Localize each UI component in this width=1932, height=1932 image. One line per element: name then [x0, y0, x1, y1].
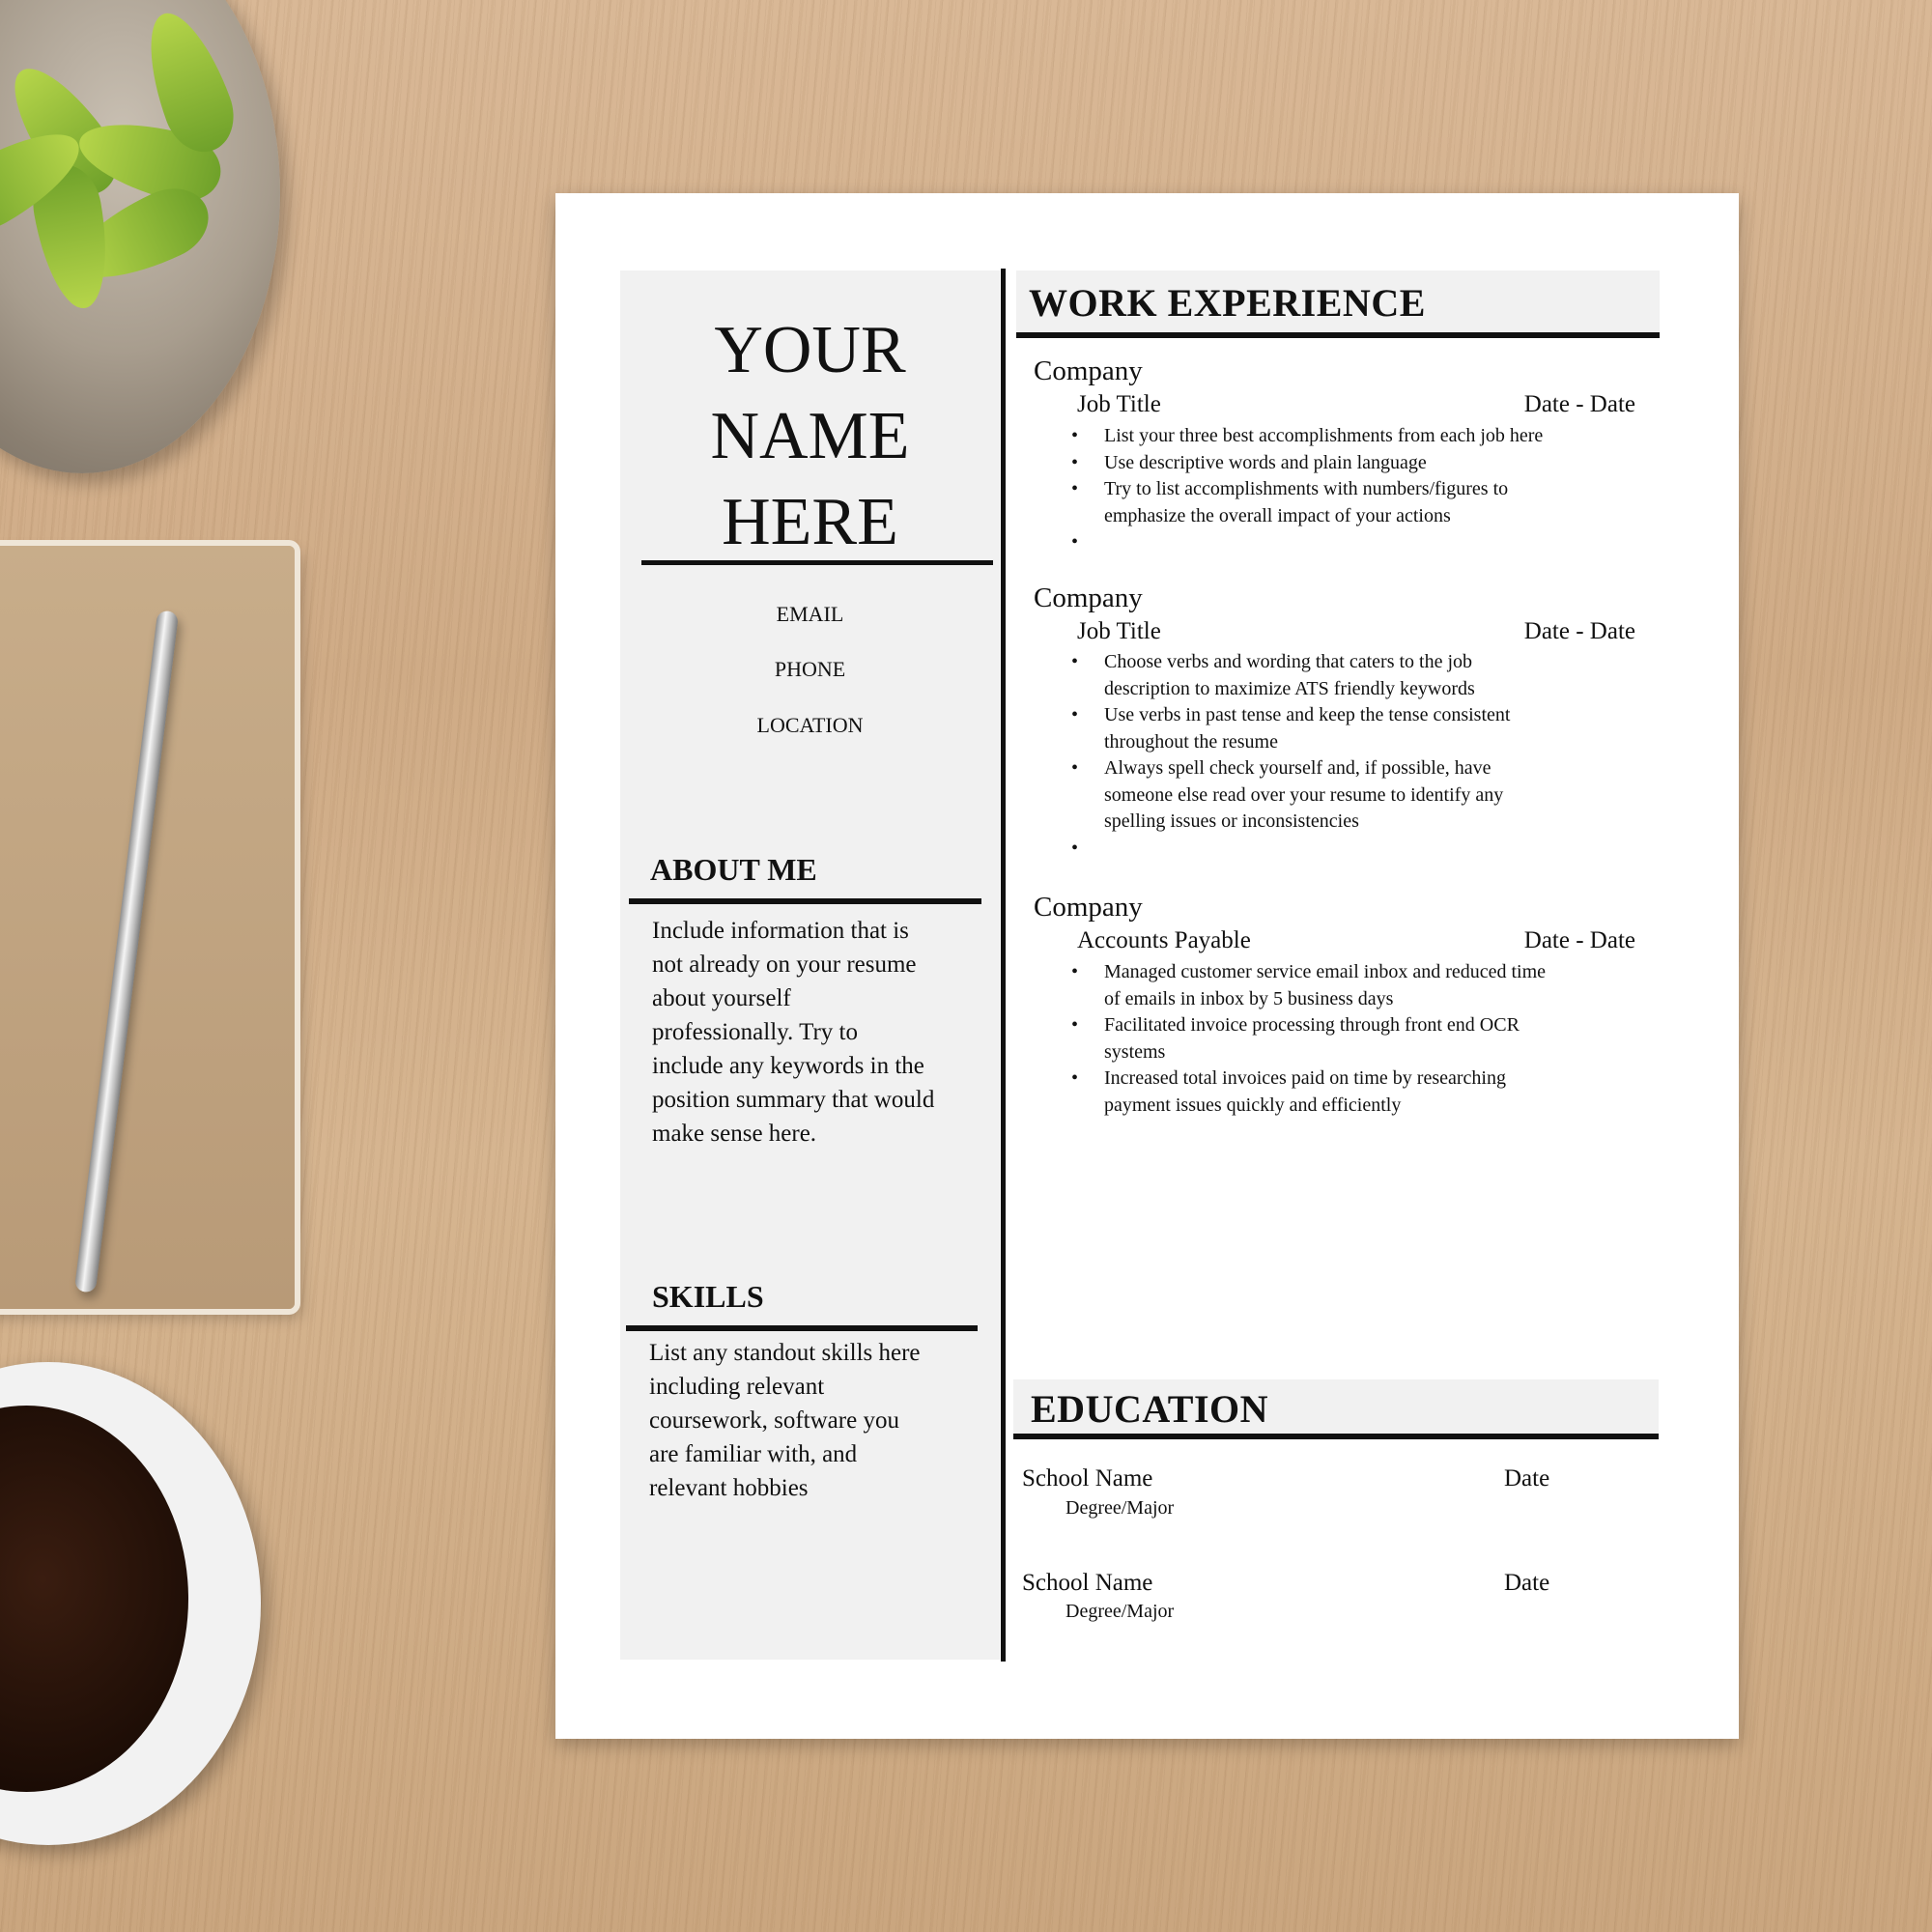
school-name: School Name — [1022, 1465, 1153, 1492]
resume-page — [555, 193, 1739, 1739]
school-name: School Name — [1022, 1570, 1153, 1596]
about-line: make sense here. — [652, 1121, 817, 1147]
job-bullet: • Try to list accomplishments with numbers/figures to emphasize the overall impact of your actions — [1104, 476, 1655, 529]
name-divider — [641, 560, 993, 565]
job-bullet: • List your three best accomplishments from each job here — [1104, 423, 1655, 450]
job-title: Job Title — [1077, 391, 1161, 417]
job-date: Date - Date — [1523, 391, 1635, 417]
job-bullet: • Facilitated invoice processing through front end OCR systems — [1104, 1012, 1655, 1065]
job-company: Company — [1034, 355, 1143, 386]
job-bullet: • Increased total invoices paid on time by researching payment issues quickly and efficiently — [1104, 1065, 1655, 1119]
school-degree: Degree/Major — [1065, 1601, 1175, 1622]
job-bullet: • Managed customer service email inbox and reduced time of emails in inbox by 5 business days — [1104, 959, 1655, 1012]
about-line: about yourself — [652, 985, 791, 1011]
about-line: not already on your resume — [652, 952, 917, 978]
skills-line: are familiar with, and — [649, 1441, 858, 1467]
skills-text — [649, 1336, 921, 1505]
job-bullet — [1104, 529, 1655, 556]
resume-name — [620, 307, 1000, 565]
contact-phone: PHONE — [774, 657, 846, 681]
contact-location: LOCATION — [756, 713, 864, 737]
job-title: Accounts Payable — [1077, 927, 1251, 953]
skills-line: relevant hobbies — [649, 1475, 809, 1501]
about-heading: ABOUT ME — [650, 852, 817, 887]
job-bullet: • Choose verbs and wording that caters to the job description to maximize ATS friendly keywords — [1104, 649, 1655, 702]
job-bullet: • Always spell check yourself and, if possible, have someone else read over your resume to identify any spelling issues or inconsistencies — [1104, 755, 1655, 836]
notebook-photo — [0, 546, 295, 1309]
education-divider — [1013, 1434, 1659, 1439]
job-bullets — [1104, 959, 1655, 1119]
skills-divider — [626, 1325, 978, 1331]
school-degree: Degree/Major — [1065, 1497, 1175, 1519]
about-line: include any keywords in the — [652, 1053, 924, 1079]
contact-email: EMAIL — [776, 602, 844, 626]
skills-line: List any standout skills here — [649, 1340, 921, 1366]
work-heading: WORK EXPERIENCE — [1029, 281, 1426, 325]
job-bullets — [1104, 423, 1655, 556]
about-text — [652, 914, 934, 1151]
education-heading: EDUCATION — [1031, 1387, 1269, 1431]
job-company: Company — [1034, 892, 1143, 923]
skills-heading: SKILLS — [652, 1279, 764, 1314]
column-divider — [1001, 269, 1006, 1662]
about-line: Include information that is — [652, 918, 909, 944]
job-bullet — [1104, 836, 1655, 863]
school-date: Date — [1504, 1570, 1550, 1596]
job-company: Company — [1034, 582, 1143, 613]
job-bullet: • Use verbs in past tense and keep the tense consistent throughout the resume — [1104, 702, 1655, 755]
resume-sidebar — [620, 270, 1000, 1660]
job-date: Date - Date — [1523, 927, 1635, 953]
job-bullets — [1104, 649, 1655, 862]
work-divider — [1016, 332, 1660, 338]
name-line: YOUR — [714, 313, 906, 387]
name-line: NAME — [710, 399, 910, 473]
about-divider — [629, 898, 981, 904]
skills-line: including relevant — [649, 1374, 825, 1400]
about-line: position summary that would — [652, 1087, 935, 1113]
school-date: Date — [1504, 1465, 1550, 1492]
about-line: professionally. Try to — [652, 1019, 858, 1045]
skills-line: coursework, software you — [649, 1407, 899, 1434]
job-bullet: • Use descriptive words and plain language — [1104, 450, 1655, 477]
job-date: Date - Date — [1523, 618, 1635, 644]
job-title: Job Title — [1077, 618, 1161, 644]
name-line: HERE — [722, 485, 898, 559]
